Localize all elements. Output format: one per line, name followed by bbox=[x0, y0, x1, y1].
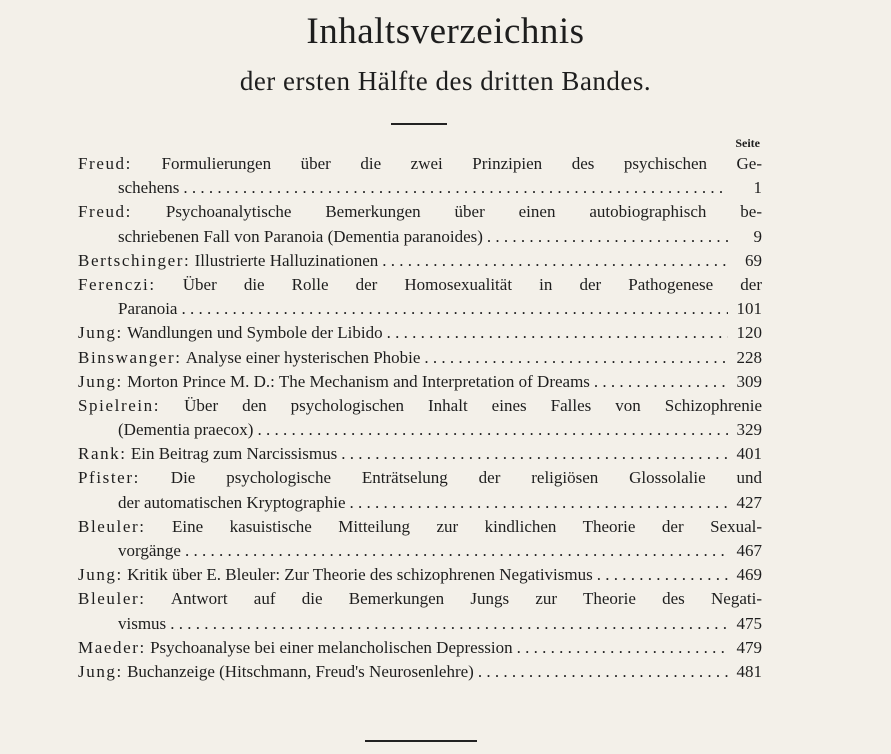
dot-leader bbox=[597, 563, 728, 587]
toc-entry-first-line bbox=[78, 442, 762, 466]
toc-entry bbox=[78, 466, 762, 514]
table-of-contents bbox=[78, 152, 762, 684]
toc-title-text: Über den psychologischen Inhalt eines Falles von Schizophrenie bbox=[184, 395, 762, 415]
toc-author: Freud: bbox=[78, 154, 132, 173]
dot-leader bbox=[257, 418, 728, 442]
toc-entry-first-line bbox=[78, 466, 762, 490]
dot-leader bbox=[382, 249, 728, 273]
toc-title-text: Formulierungen über die zwei Prinzipien des psychischen Ge- bbox=[161, 154, 762, 173]
toc-entry-continuation bbox=[78, 612, 762, 636]
toc-page-number: 475 bbox=[736, 613, 762, 633]
toc-title-text: Über die Rolle der Homosexualität in der Pathogenese der bbox=[182, 274, 762, 294]
toc-author: Rank: bbox=[78, 444, 127, 464]
top-rule bbox=[391, 123, 447, 125]
toc-entry bbox=[78, 636, 762, 660]
toc-page-number: 329 bbox=[736, 420, 762, 440]
dot-leader bbox=[424, 346, 728, 370]
toc-page-number: 481 bbox=[736, 661, 762, 681]
dot-leader bbox=[181, 297, 728, 321]
dot-leader bbox=[341, 442, 728, 466]
toc-entry bbox=[78, 273, 762, 321]
dot-leader bbox=[487, 225, 728, 249]
toc-entry bbox=[78, 515, 762, 563]
toc-entry-first-line bbox=[78, 321, 762, 345]
toc-title-text: Wandlungen und Symbole der Libido bbox=[127, 323, 383, 343]
toc-title-text: Psychoanalyse bei einer melancholischen Depression bbox=[150, 637, 513, 657]
toc-entry bbox=[78, 249, 762, 273]
dot-leader bbox=[183, 176, 728, 200]
toc-title-text: schriebenen Fall von Paranoia (Dementia paranoides) bbox=[118, 226, 483, 246]
toc-title-text: Kritik über E. Bleuler: Zur Theorie des schizophrenen Negativismus bbox=[127, 565, 593, 585]
toc-title-text: der automatischen Kryptographie bbox=[118, 492, 346, 512]
toc-entry-first-line bbox=[78, 249, 762, 273]
toc-page-number: 228 bbox=[736, 347, 762, 367]
toc-title-text: Antwort auf die Bemerkungen Jungs zur Theorie des Negati- bbox=[170, 589, 762, 609]
toc-entry bbox=[78, 370, 762, 394]
toc-author: Binswanger: bbox=[78, 347, 182, 367]
toc-author: Jung: bbox=[78, 323, 123, 343]
toc-title-text: Eine kasuistische Mitteilung zur kindlichen Theorie der Sexual- bbox=[172, 516, 762, 536]
toc-entry-continuation bbox=[78, 225, 762, 249]
dot-leader bbox=[170, 612, 728, 636]
toc-author: Maeder: bbox=[78, 637, 146, 657]
toc-page-number: 120 bbox=[736, 323, 762, 343]
toc-entry-first-line bbox=[78, 370, 762, 394]
toc-entry-continuation bbox=[78, 176, 762, 200]
toc-title-text: vismus bbox=[118, 613, 167, 633]
toc-entry bbox=[78, 200, 762, 248]
toc-entry-continuation bbox=[78, 491, 762, 515]
toc-author: Bertschinger: bbox=[78, 250, 191, 270]
toc-page-number: 401 bbox=[736, 444, 762, 464]
toc-author: Jung: bbox=[78, 565, 123, 585]
toc-entry-continuation bbox=[78, 539, 762, 563]
toc-author: Freud: bbox=[78, 202, 132, 222]
toc-entry-first-line bbox=[78, 273, 762, 297]
toc-title-text: Morton Prince M. D.: The Mechanism and Interpretation of Dreams bbox=[127, 371, 590, 391]
toc-title-text: (Dementia praecox) bbox=[118, 420, 254, 440]
toc-entry bbox=[78, 660, 762, 684]
toc-entry bbox=[78, 346, 762, 370]
page-column-label: Seite bbox=[735, 136, 760, 150]
toc-title-text: Ein Beitrag zum Narcissismus bbox=[130, 444, 338, 464]
toc-author: Bleuler: bbox=[78, 589, 146, 609]
toc-page-number: 1 bbox=[753, 178, 762, 198]
toc-entry-first-line bbox=[78, 587, 762, 611]
toc-author: Ferenczi: bbox=[78, 274, 156, 294]
toc-entry-first-line bbox=[78, 200, 762, 224]
toc-author: Jung: bbox=[78, 661, 123, 681]
dot-leader bbox=[517, 636, 728, 660]
dot-leader bbox=[350, 491, 728, 515]
toc-page-number: 467 bbox=[736, 541, 762, 560]
toc-entry bbox=[78, 563, 762, 587]
bottom-rule bbox=[365, 740, 477, 742]
toc-entry-first-line bbox=[78, 152, 762, 176]
toc-title-text: Die psychologische Enträtselung der religiösen Glossolalie und bbox=[170, 468, 762, 488]
toc-page-number: 9 bbox=[753, 226, 762, 246]
toc-author: Jung: bbox=[78, 371, 123, 391]
toc-entry bbox=[78, 394, 762, 442]
toc-title-text: Analyse einer hysterischen Phobie bbox=[185, 347, 421, 367]
toc-author: Pfister: bbox=[78, 468, 140, 488]
toc-entry-first-line bbox=[78, 515, 762, 539]
toc-title-text: schehens bbox=[118, 178, 180, 198]
toc-entry bbox=[78, 321, 762, 345]
toc-page-number: 479 bbox=[736, 637, 762, 657]
dot-leader bbox=[594, 370, 728, 394]
page-subtitle: der ersten Hälfte des dritten Bandes. bbox=[239, 66, 652, 96]
toc-entry-first-line bbox=[78, 394, 762, 418]
dot-leader bbox=[478, 660, 728, 684]
toc-title-text: Illustrierte Halluzinationen bbox=[194, 250, 379, 270]
toc-page-number: 469 bbox=[736, 565, 762, 585]
toc-entry bbox=[78, 442, 762, 466]
toc-title-text: Buchanzeige (Hitschmann, Freud's Neurosenlehre) bbox=[127, 661, 474, 681]
toc-entry bbox=[78, 152, 762, 200]
toc-entry bbox=[78, 587, 762, 635]
toc-entry-continuation bbox=[78, 297, 762, 321]
page-title: Inhaltsverzeichnis bbox=[306, 11, 585, 52]
toc-entry-first-line bbox=[78, 660, 762, 684]
toc-entry-first-line bbox=[78, 563, 762, 587]
toc-page-number: 69 bbox=[745, 250, 762, 270]
toc-page-number: 427 bbox=[736, 492, 762, 512]
toc-title-text: vorgänge bbox=[118, 541, 181, 560]
toc-author: Bleuler: bbox=[78, 516, 146, 536]
dot-leader bbox=[185, 539, 728, 563]
toc-title-text: Paranoia bbox=[118, 299, 178, 319]
toc-page-number: 101 bbox=[736, 299, 762, 319]
toc-entry-first-line bbox=[78, 636, 762, 660]
toc-entry-continuation bbox=[78, 418, 762, 442]
toc-entry-first-line bbox=[78, 346, 762, 370]
toc-author: Spielrein: bbox=[78, 395, 161, 415]
toc-page-number: 309 bbox=[736, 371, 762, 391]
toc-title-text: Psychoanalytische Bemerkungen über einen autobiographisch be- bbox=[165, 202, 762, 222]
dot-leader bbox=[387, 321, 728, 345]
